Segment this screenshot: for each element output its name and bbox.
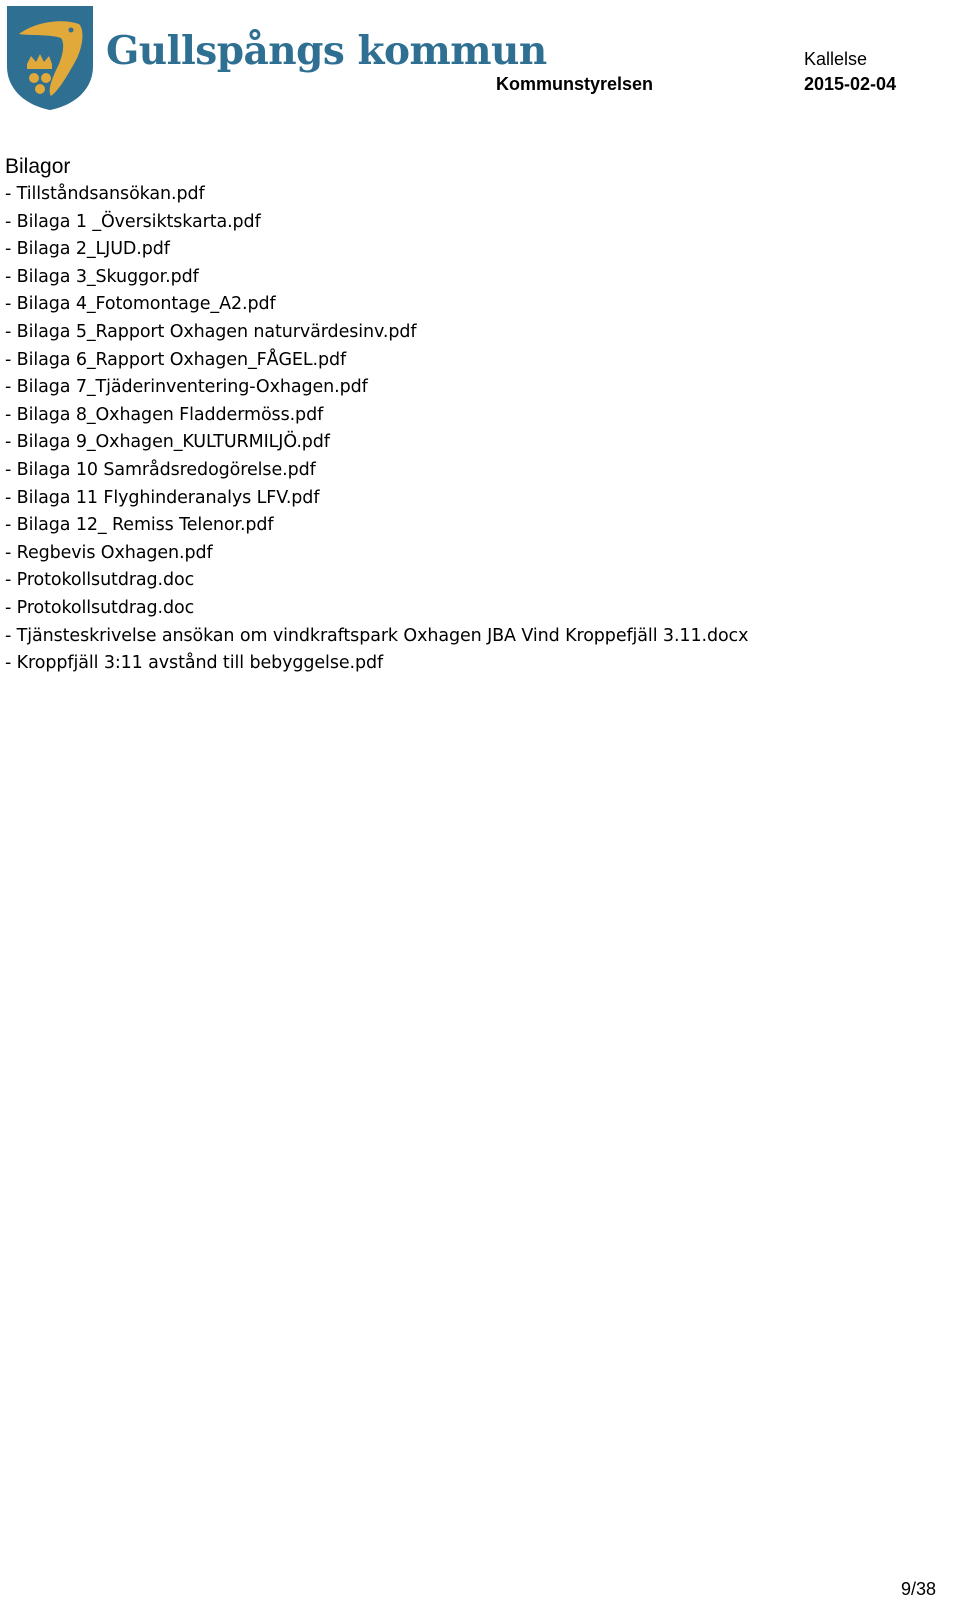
attachment-item: - Bilaga 9_Oxhagen_KULTURMILJÖ.pdf: [5, 432, 330, 453]
attachment-item: - Protokollsutdrag.doc: [5, 570, 195, 591]
attachment-item: - Bilaga 7_Tjäderinventering-Oxhagen.pdf: [5, 377, 368, 398]
committee-name: Kommunstyrelsen: [496, 74, 654, 94]
document-type: Kallelse: [804, 49, 868, 69]
attachment-item: - Tillståndsansökan.pdf: [5, 184, 205, 204]
attachment-item: - Bilaga 12_ Remiss Telenor.pdf: [5, 515, 274, 536]
attachment-item: - Bilaga 1 _Översiktskarta.pdf: [5, 211, 261, 232]
attachment-item: - Bilaga 4_Fotomontage_A2.pdf: [5, 294, 276, 315]
attachment-item: - Kroppfjäll 3:11 avstånd till bebyggelse.pdf: [5, 653, 384, 674]
attachment-list: [5, 181, 748, 678]
attachment-item: - Tjänsteskrivelse ansökan om vindkraftspark Oxhagen JBA Vind Kroppefjäll 3.11.docx: [5, 625, 749, 646]
attachment-item: - Regbevis Oxhagen.pdf: [5, 542, 213, 563]
coat-of-arms-icon: [5, 4, 95, 112]
attachment-item: - Bilaga 6_Rapport Oxhagen_FÅGEL.pdf: [5, 349, 347, 370]
attachment-item: - Bilaga 2_LJUD.pdf: [5, 239, 170, 260]
attachment-item: - Bilaga 8_Oxhagen Fladdermöss.pdf: [5, 404, 324, 425]
organization-name: Gullspångs kommun: [106, 28, 547, 74]
document-date: 2015-02-04: [804, 74, 897, 94]
page-number: 9/38: [900, 1579, 936, 1599]
attachment-item: - Protokollsutdrag.doc: [5, 597, 195, 618]
attachment-item: - Bilaga 3_Skuggor.pdf: [5, 266, 199, 287]
attachment-item: - Bilaga 5_Rapport Oxhagen naturvärdesinv.pdf: [5, 321, 417, 342]
attachment-item: - Bilaga 10 Samrådsredogörelse.pdf: [5, 459, 316, 480]
page-header: [0, 0, 960, 120]
attachments-heading: Bilagor: [5, 155, 71, 178]
attachment-item: - Bilaga 11 Flyghinderanalys LFV.pdf: [5, 487, 320, 508]
